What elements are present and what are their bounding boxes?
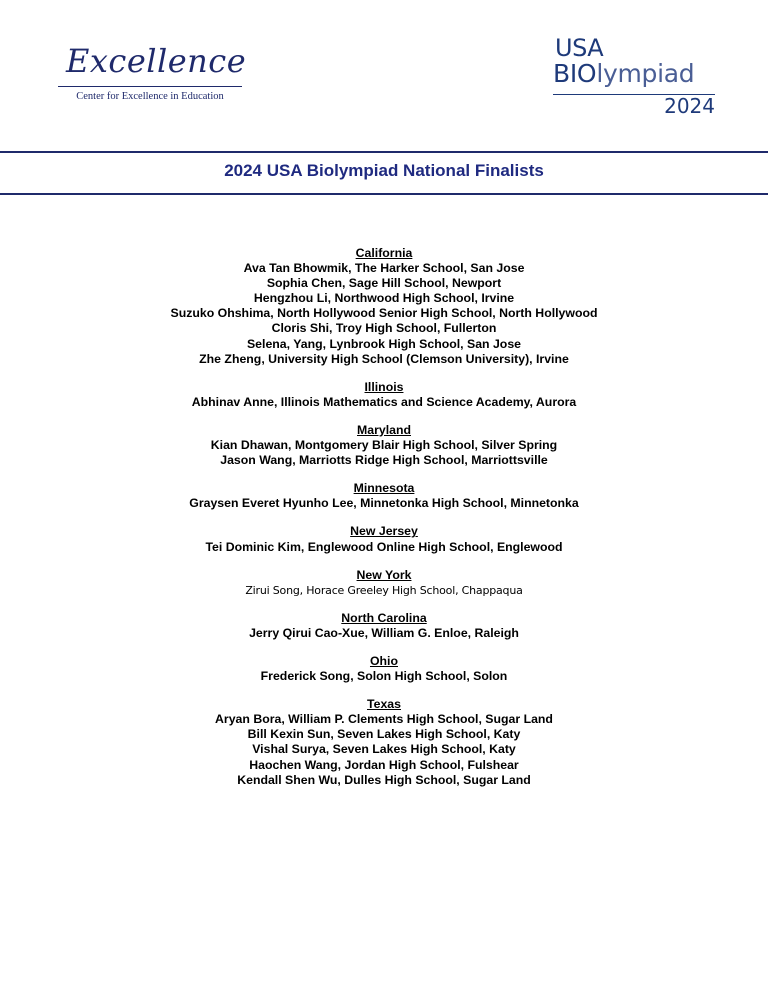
state-heading: New York: [356, 567, 412, 582]
finalist-entry: Tei Dominic Kim, Englewood Online High School, Englewood: [205, 539, 563, 554]
excellence-logo: [58, 42, 248, 106]
excellence-logo-tagline: Center for Excellence in Education: [76, 91, 224, 102]
finalist-entry: Jerry Qirui Cao-Xue, William G. Enloe, Raleigh: [249, 625, 519, 640]
biolympiad-logo-usa: USA: [555, 34, 604, 62]
state-section: [0, 481, 768, 511]
finalist-entry: Vishal Surya, Seven Lakes High School, Katy: [252, 742, 516, 757]
finalist-entry: Graysen Everet Hyunho Lee, Minnetonka High School, Minnetonka: [189, 496, 579, 511]
state-heading: New Jersey: [350, 524, 418, 539]
state-section: [0, 654, 768, 684]
state-section: [0, 380, 768, 410]
finalist-entry: Kian Dhawan, Montgomery Blair High School, Silver Spring: [210, 438, 558, 453]
state-section: [0, 246, 768, 367]
state-section: [0, 423, 768, 468]
title-band-top-rule: [0, 151, 768, 153]
finalist-entry: Ava Tan Bhowmik, The Harker School, San Jose: [243, 261, 525, 276]
biolympiad-logo: [553, 36, 723, 118]
finalist-entry: Abhinav Anne, Illinois Mathematics and Science Academy, Aurora: [191, 394, 577, 409]
state-heading: Texas: [367, 697, 401, 712]
finalist-entry: Cloris Shi, Troy High School, Fullerton: [271, 321, 497, 336]
finalist-entry: Suzuko Ohshima, North Hollywood Senior High School, North Hollywood: [170, 306, 598, 321]
state-section: [0, 611, 768, 641]
logo-rule: [58, 86, 242, 87]
title-band-bottom-rule: [0, 193, 768, 195]
state-heading: Illinois: [364, 379, 404, 394]
state-heading: Maryland: [357, 422, 411, 437]
biolympiad-logo-bio: BIO: [553, 59, 597, 88]
state-heading: California: [355, 246, 413, 260]
finalist-entry: Jason Wang, Marriotts Ridge High School, Marriottsville: [220, 453, 548, 468]
excellence-logo-script: Excellence: [66, 42, 247, 80]
finalist-entry: Hengzhou Li, Northwood High School, Irvine: [253, 291, 515, 306]
finalist-entry: Zirui Song, Horace Greeley High School, Chappaqua: [245, 583, 523, 597]
finalist-list: [0, 246, 768, 788]
state-section: [0, 697, 768, 788]
page-title: 2024 USA Biolympiad National Finalists: [224, 161, 544, 180]
finalist-entry: Haochen Wang, Jordan High School, Fulshear: [249, 757, 519, 772]
finalist-entry: Bill Kexin Sun, Seven Lakes High School, Katy: [247, 727, 521, 742]
biolympiad-logo-year: 2024: [664, 94, 715, 118]
finalist-entry: Selena, Yang, Lynbrook High School, San Jose: [246, 336, 521, 351]
state-heading: Minnesota: [353, 481, 415, 496]
finalist-entry: Frederick Song, Solon High School, Solon: [260, 669, 508, 684]
state-heading: Ohio: [369, 653, 398, 668]
finalist-entry: Kendall Shen Wu, Dulles High School, Sugar Land: [237, 772, 531, 787]
state-section: [0, 568, 768, 598]
finalist-entry: Sophia Chen, Sage Hill School, Newport: [266, 276, 502, 291]
state-heading: North Carolina: [341, 610, 427, 625]
finalist-entry: Aryan Bora, William P. Clements High School, Sugar Land: [215, 712, 553, 727]
finalist-entry: Zhe Zheng, University High School (Clemson University), Irvine: [199, 351, 569, 366]
biolympiad-logo-lympiad: lympiad: [596, 59, 695, 88]
biolympiad-logo-wordmark: [553, 60, 694, 88]
state-section: [0, 524, 768, 554]
